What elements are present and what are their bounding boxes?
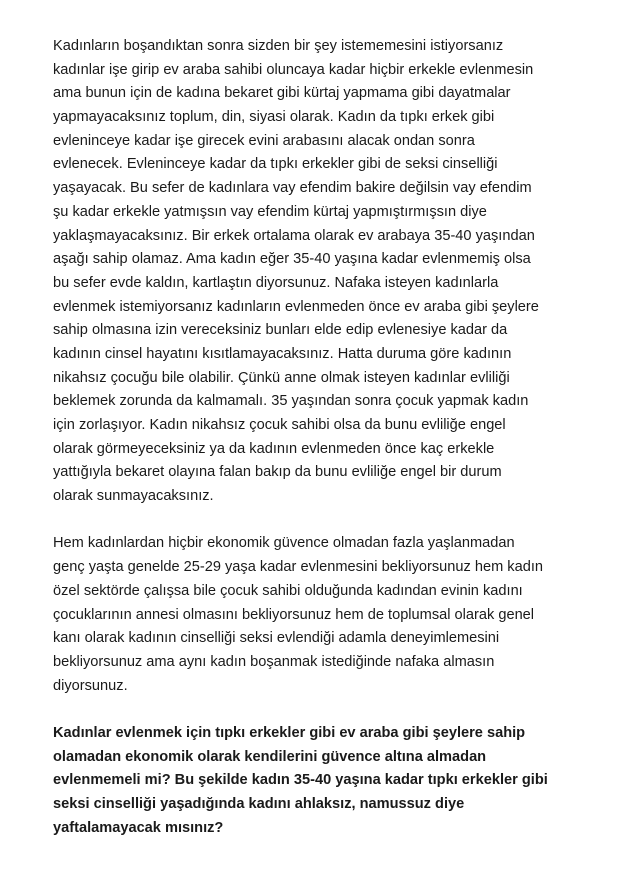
- text-line: nikahsız çocuğu bile olabilir. Çünkü anne olmak isteyen kadınlar evliliği: [53, 369, 510, 386]
- text-line: Kadınların boşandıktan sonra sizden bir şey istememesini istiyorsanız: [53, 38, 504, 54]
- paragraph-2: [53, 532, 605, 698]
- text-line: diyorsunuz.: [53, 677, 128, 694]
- text-line: evleninceye kadar işe girecek evini arabasını alacak ondan sonra: [53, 132, 475, 149]
- text-line: bekliyorsunuz ama aynı kadın boşanmak istediğinde nafaka almasın: [53, 653, 495, 670]
- text-line: şu kadar erkekle yatmışsın vay efendim kürtaj yapmıştırmışsın diye: [53, 203, 487, 220]
- text-line: yaftalamayacak mısınız?: [53, 819, 224, 836]
- text-line: evlenecek. Evleninceye kadar da tıpkı erkekler gibi de seksi cinselliği: [53, 156, 498, 173]
- paragraph-3-bold-question: [53, 722, 605, 840]
- text-line: yapmayacaksınız toplum, din, siyasi olarak. Kadın da tıpkı erkek gibi: [53, 109, 495, 126]
- text-line: Kadınlar evlenmek için tıpkı erkekler gibi ev araba gibi şeylere sahip: [53, 724, 526, 741]
- text-line: kadının cinsel hayatını kısıtlamayacaksınız. Hatta duruma göre kadının: [53, 345, 512, 362]
- text-line: kadınlar işe girip ev araba sahibi oluncaya kadar hiçbir erkekle evlenmesin: [53, 61, 534, 78]
- text-line: seksi cinselliği yaşadığında kadını ahlaksız, namussuz diye: [53, 796, 465, 812]
- text-line: olarak sunmayacaksınız.: [53, 488, 214, 505]
- text-line: olamadan ekonomik olarak kendilerini güvence altına almadan: [53, 748, 487, 765]
- paragraph-spacer: [53, 509, 605, 533]
- text-line: çocuklarının annesi olmasını bekliyorsunuz hem de toplumsal olarak genel: [53, 606, 535, 623]
- text-line: Hem kadınlardan hiçbir ekonomik güvence olmadan fazla yaşlanmadan: [53, 535, 515, 552]
- text-line: olarak görmeyeceksiniz ya da kadının evlenmeden önce kaç erkekle: [53, 440, 495, 457]
- text-line: kanı olarak kadının cinselliği seksi evlendiği adamla deneyimlemesini: [53, 630, 500, 647]
- text-line: genç yaşta genelde 25-29 yaşa kadar evlenmesini bekliyorsunuz hem kadın: [53, 559, 543, 576]
- text-line: sahip olmasına izin vereceksiniz bunları elde edip evlenesiye kadar da: [53, 322, 508, 339]
- text-line: yattığıyla bekaret olayına falan bakıp da bunu evliliğe engel bir durum: [53, 464, 502, 481]
- text-line: yaşayacak. Bu sefer de kadınlara vay efendim bakire değilsin vay efendim: [53, 180, 532, 197]
- text-line: aşağı sahip olamaz. Ama kadın eğer 35-40 yaşına kadar evlenmemiş olsa: [53, 251, 531, 268]
- paragraph-1: [53, 35, 605, 509]
- text-line: özel sektörde çalışsa bile çocuk sahibi olduğunda kadından evinin kadını: [53, 582, 523, 599]
- text-line: evlenmemeli mi? Bu şekilde kadın 35-40 yaşına kadar tıpkı erkekler gibi: [53, 772, 548, 789]
- document-body: [53, 35, 605, 840]
- text-line: ama bunun için de kadına bekaret gibi kürtaj yapmama gibi dayatmalar: [53, 85, 511, 102]
- text-line: bu sefer evde kaldın, kartlaştın diyorsunuz. Nafaka isteyen kadınlarla: [53, 274, 499, 291]
- text-line: beklemek zorunda da kalmamalı. 35 yaşından sonra çocuk yapmak kadın: [53, 393, 529, 410]
- text-line: evlenmek istemiyorsanız kadınların evlenmeden önce ev araba gibi şeylere: [53, 298, 539, 315]
- text-line: yaklaşmayacaksınız. Bir erkek ortalama olarak ev arabaya 35-40 yaşından: [53, 227, 535, 244]
- text-line: için zorlaşıyor. Kadın nikahsız çocuk sahibi olsa da bunu evliliğe engel: [53, 417, 506, 433]
- paragraph-spacer: [53, 698, 605, 722]
